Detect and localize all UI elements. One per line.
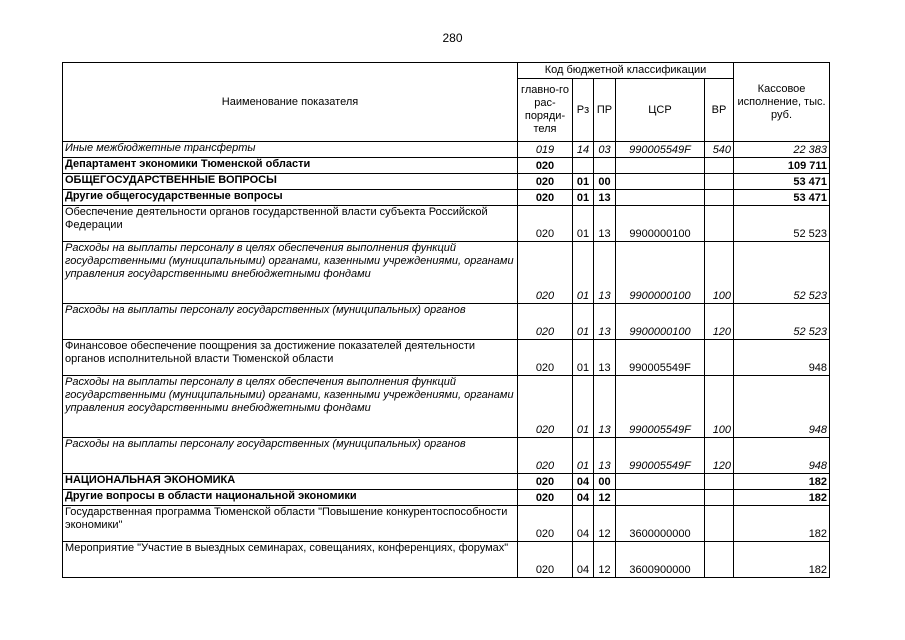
cell-vr xyxy=(705,542,734,578)
table-row xyxy=(63,174,830,190)
header-glav: главно-го рас-поряди-теля xyxy=(518,79,573,142)
header-amount: Кассовое исполнение, тыс. руб. xyxy=(734,63,830,142)
cell-rz: 01 xyxy=(573,304,594,340)
cell-amount: 53 471 xyxy=(734,174,830,190)
cell-glav: 020 xyxy=(518,174,573,190)
cell-glav: 020 xyxy=(518,340,573,376)
cell-vr: 120 xyxy=(705,438,734,474)
table-row xyxy=(63,242,830,304)
cell-pr: 13 xyxy=(594,340,616,376)
cell-name: Расходы на выплаты персоналу государственных (муниципальных) органов xyxy=(63,438,518,474)
cell-pr: 00 xyxy=(594,174,616,190)
cell-glav: 020 xyxy=(518,376,573,438)
cell-csr: 3600900000 xyxy=(616,542,705,578)
cell-vr xyxy=(705,158,734,174)
table-body xyxy=(63,142,830,578)
cell-pr: 13 xyxy=(594,190,616,206)
cell-amount: 109 711 xyxy=(734,158,830,174)
cell-csr: 3600000000 xyxy=(616,506,705,542)
cell-glav: 020 xyxy=(518,158,573,174)
cell-csr: 9900000100 xyxy=(616,304,705,340)
cell-amount: 182 xyxy=(734,490,830,506)
header-vr: ВР xyxy=(705,79,734,142)
cell-csr: 990005549F xyxy=(616,376,705,438)
header-name: Наименование показателя xyxy=(63,63,518,142)
cell-vr: 100 xyxy=(705,376,734,438)
cell-name: Другие вопросы в области национальной экономики xyxy=(63,490,518,506)
cell-csr: 990005549F xyxy=(616,438,705,474)
cell-pr: 12 xyxy=(594,506,616,542)
cell-rz: 04 xyxy=(573,506,594,542)
cell-glav: 020 xyxy=(518,242,573,304)
table-row xyxy=(63,506,830,542)
cell-vr: 120 xyxy=(705,304,734,340)
cell-name: ОБЩЕГОСУДАРСТВЕННЫЕ ВОПРОСЫ xyxy=(63,174,518,190)
cell-pr: 12 xyxy=(594,490,616,506)
cell-csr xyxy=(616,474,705,490)
table-row xyxy=(63,142,830,158)
cell-vr: 540 xyxy=(705,142,734,158)
cell-name: Иные межбюджетные трансферты xyxy=(63,142,518,158)
cell-csr xyxy=(616,490,705,506)
cell-vr xyxy=(705,340,734,376)
cell-vr: 100 xyxy=(705,242,734,304)
cell-csr: 9900000100 xyxy=(616,242,705,304)
cell-glav: 020 xyxy=(518,206,573,242)
cell-csr: 990005549F xyxy=(616,340,705,376)
cell-vr xyxy=(705,506,734,542)
cell-rz: 01 xyxy=(573,242,594,304)
header-code-group: Код бюджетной классификации xyxy=(518,63,734,79)
cell-pr: 13 xyxy=(594,376,616,438)
cell-rz: 04 xyxy=(573,490,594,506)
cell-name: Обеспечение деятельности органов государственной власти субъекта Российской Федерации xyxy=(63,206,518,242)
table-row xyxy=(63,542,830,578)
cell-glav: 020 xyxy=(518,474,573,490)
cell-amount: 948 xyxy=(734,438,830,474)
cell-pr: 12 xyxy=(594,542,616,578)
cell-amount: 52 523 xyxy=(734,242,830,304)
table-row xyxy=(63,158,830,174)
cell-pr: 00 xyxy=(594,474,616,490)
header-rz: Рз xyxy=(573,79,594,142)
cell-csr xyxy=(616,174,705,190)
table-row xyxy=(63,206,830,242)
cell-rz: 04 xyxy=(573,474,594,490)
cell-amount: 182 xyxy=(734,474,830,490)
page-number: 280 xyxy=(442,31,463,45)
cell-amount: 182 xyxy=(734,542,830,578)
cell-pr: 13 xyxy=(594,304,616,340)
cell-glav: 020 xyxy=(518,304,573,340)
cell-name: Расходы на выплаты персоналу в целях обеспечения выполнения функций государственными (муниципальными) органами, казенными учреждениями, органами управления государственными внебюджетными фондами xyxy=(63,242,518,304)
cell-vr xyxy=(705,474,734,490)
cell-rz: 01 xyxy=(573,340,594,376)
cell-glav: 020 xyxy=(518,490,573,506)
cell-pr: 13 xyxy=(594,206,616,242)
cell-amount: 948 xyxy=(734,376,830,438)
cell-csr: 990005549F xyxy=(616,142,705,158)
cell-rz: 04 xyxy=(573,542,594,578)
budget-table xyxy=(62,62,830,578)
cell-name: НАЦИОНАЛЬНАЯ ЭКОНОМИКА xyxy=(63,474,518,490)
cell-glav: 020 xyxy=(518,438,573,474)
cell-rz: 01 xyxy=(573,376,594,438)
cell-glav: 020 xyxy=(518,190,573,206)
cell-amount: 182 xyxy=(734,506,830,542)
cell-pr xyxy=(594,158,616,174)
table-row xyxy=(63,490,830,506)
cell-name: Государственная программа Тюменской области "Повышение конкурентоспособности экономики" xyxy=(63,506,518,542)
cell-amount: 948 xyxy=(734,340,830,376)
cell-name: Расходы на выплаты персоналу в целях обеспечения выполнения функций государственными (муниципальными) органами, казенными учреждениями, органами управления государственными внебюджетными фондами xyxy=(63,376,518,438)
cell-glav: 020 xyxy=(518,506,573,542)
header-csr: ЦСР xyxy=(616,79,705,142)
cell-csr xyxy=(616,190,705,206)
cell-rz: 01 xyxy=(573,190,594,206)
cell-name: Мероприятие "Участие в выездных семинарах, совещаниях, конференциях, форумах" xyxy=(63,542,518,578)
cell-glav: 020 xyxy=(518,542,573,578)
cell-amount: 52 523 xyxy=(734,304,830,340)
cell-vr xyxy=(705,174,734,190)
table-row xyxy=(63,304,830,340)
table-row xyxy=(63,190,830,206)
table-row xyxy=(63,438,830,474)
cell-name: Расходы на выплаты персоналу государственных (муниципальных) органов xyxy=(63,304,518,340)
cell-amount: 22 383 xyxy=(734,142,830,158)
cell-amount: 52 523 xyxy=(734,206,830,242)
header-pr: ПР xyxy=(594,79,616,142)
cell-amount: 53 471 xyxy=(734,190,830,206)
cell-rz: 01 xyxy=(573,438,594,474)
cell-vr xyxy=(705,206,734,242)
cell-name: Департамент экономики Тюменской области xyxy=(63,158,518,174)
cell-vr xyxy=(705,490,734,506)
cell-csr xyxy=(616,158,705,174)
cell-name: Финансовое обеспечение поощрения за достижение показателей деятельности органов исполнительной власти Тюменской области xyxy=(63,340,518,376)
cell-rz: 01 xyxy=(573,174,594,190)
table-row xyxy=(63,340,830,376)
cell-rz: 01 xyxy=(573,206,594,242)
cell-rz: 14 xyxy=(573,142,594,158)
cell-pr: 03 xyxy=(594,142,616,158)
cell-pr: 13 xyxy=(594,438,616,474)
cell-glav: 019 xyxy=(518,142,573,158)
cell-rz xyxy=(573,158,594,174)
cell-pr: 13 xyxy=(594,242,616,304)
table-row xyxy=(63,376,830,438)
table-row xyxy=(63,474,830,490)
cell-name: Другие общегосударственные вопросы xyxy=(63,190,518,206)
cell-csr: 9900000100 xyxy=(616,206,705,242)
cell-vr xyxy=(705,190,734,206)
